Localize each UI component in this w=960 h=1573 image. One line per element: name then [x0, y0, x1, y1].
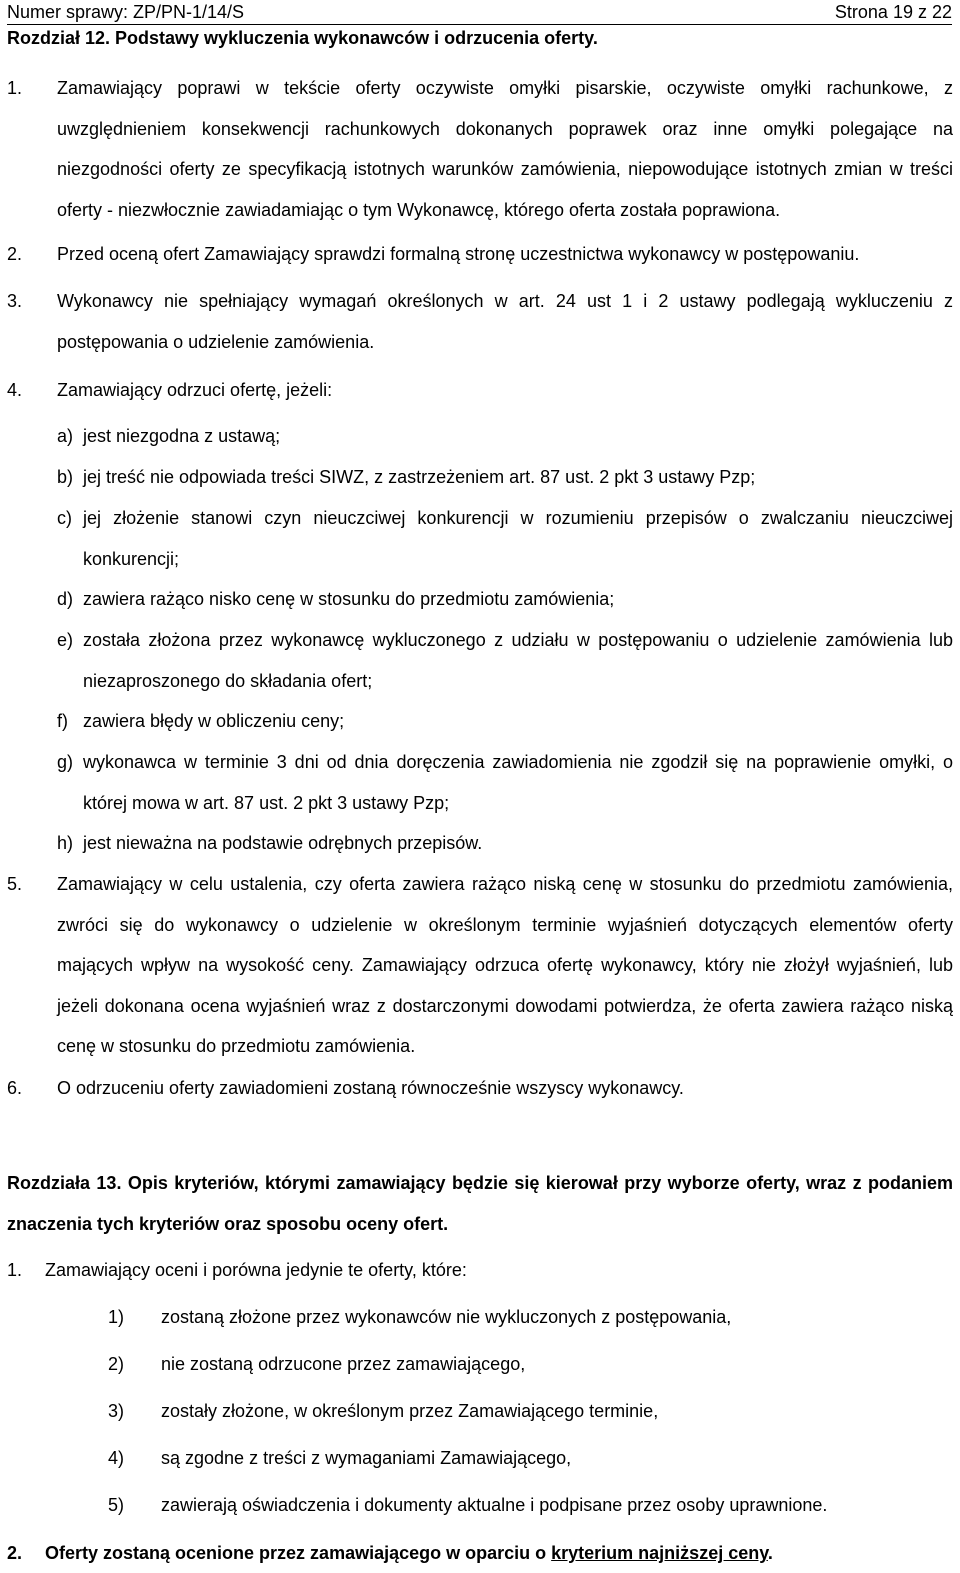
- criteria-text: są zgodne z treści z wymaganiami Zamawiającego,: [161, 1448, 572, 1468]
- sub-item-label: h): [57, 833, 74, 853]
- item-text: Wykonawcy nie spełniający wymagań określonych w art. 24 ust 1 i 2 ustawy podlegają wykluczeniu z postępowania o udzielenie zamówienia.: [57, 291, 953, 352]
- criteria-item: [108, 1344, 958, 1384]
- sub-item-text: jej złożenie stanowi czyn nieuczciwej konkurencji w rozumieniu przepisów o zwalczaniu nieuczciwej konkurencji;: [83, 508, 953, 569]
- sub-item-text: zawiera rażąco nisko cenę w stosunku do przedmiotu zamówienia;: [83, 589, 615, 609]
- list-item: [7, 864, 953, 1067]
- item-number: 3.: [7, 291, 23, 311]
- criteria-text: zostały złożone, w określonym przez Zamawiającego terminie,: [161, 1401, 659, 1421]
- list-item: [7, 68, 953, 230]
- item-text: O odrzuceniu oferty zawiadomieni zostaną równocześnie wszyscy wykonawcy.: [57, 1078, 684, 1098]
- chapter-13-title: Rozdziała 13. Opis kryteriów, którymi zamawiający będzie się kierował przy wyborze oferty, wraz z podaniem znaczenia tych kryteriów oraz sposobu oceny ofert.: [7, 1173, 953, 1234]
- item-text: Zamawiający w celu ustalenia, czy oferta zawiera rażąco niską cenę w stosunku do przedmiotu zamówienia, zwróci się do wykonawcy o udzielenie w określonym terminie wyjaśnień dotyczących elementów oferty mających wpływ na wysokość ceny. Zamawiający odrzuca ofertę wykonawcy, który nie złożył wyjaśnień, lub jeżeli dokonana ocena wyjaśnień wraz z dostarczonymi dowodami potwierdza, że oferta zawiera rażąco niską cenę w stosunku do przedmiotu zamówienia.: [57, 874, 953, 1056]
- sub-item-text: zawiera błędy w obliczeniu ceny;: [83, 711, 345, 731]
- sub-item-text: jest nieważna na podstawie odrębnych przepisów.: [83, 833, 483, 853]
- list-item: [7, 281, 953, 362]
- sub-item-label: f): [57, 711, 68, 731]
- sub-item-text: jest niezgodna z ustawą;: [83, 426, 281, 446]
- sub-item-label: d): [57, 589, 74, 609]
- item-text: Zamawiający poprawi w tekście oferty oczywiste omyłki pisarskie, oczywiste omyłki rachunkowe, z uwzględnieniem konsekwencji rachunkowych dokonanych poprawek oraz inne omyłki polegające na niezgodności oferty ze specyfikacją istotnych warunków zamówienia, niepowodujące istotnych zmian w treści oferty - niezwłocznie zawiadamiając o tym Wykonawcę, którego oferta została poprawiona.: [57, 78, 953, 220]
- criterion-underlined: kryterium najniższej ceny: [551, 1543, 768, 1563]
- page-header: [7, 0, 952, 24]
- criteria-label: 4): [108, 1448, 125, 1468]
- list-item: [7, 370, 953, 411]
- criteria-intro: [7, 1250, 467, 1290]
- sub-item: [57, 579, 953, 620]
- case-number: Numer sprawy: ZP/PN-1/14/S: [7, 2, 245, 22]
- criteria-text: nie zostaną odrzucone przez zamawiającego,: [161, 1354, 526, 1374]
- text-after: .: [767, 1543, 773, 1563]
- sub-item: [57, 498, 953, 579]
- sub-item: [57, 457, 953, 498]
- item-text: Zamawiający odrzuci ofertę, jeżeli:: [57, 380, 333, 400]
- item-text: Zamawiający oceni i porówna jedynie te oferty, które:: [45, 1260, 467, 1280]
- item-number: 4.: [7, 380, 23, 400]
- text-before: Oferty zostaną ocenione przez zamawiającego w oparciu o: [45, 1543, 552, 1563]
- list-item: [7, 234, 953, 275]
- sub-item-text: jej treść nie odpowiada treści SIWZ, z zastrzeżeniem art. 87 ust. 2 pkt 3 ustawy Pzp;: [83, 467, 756, 487]
- sub-item: [57, 620, 953, 701]
- sub-item-label: c): [57, 508, 72, 528]
- final-item: [7, 1533, 773, 1573]
- criteria-label: 2): [108, 1354, 125, 1374]
- item-number: 1.: [7, 1260, 23, 1280]
- sub-item-label: a): [57, 426, 74, 446]
- criteria-label: 3): [108, 1401, 125, 1421]
- item-number: 2.: [7, 244, 23, 264]
- criteria-item: [108, 1485, 958, 1525]
- sub-item-text: wykonawca w terminie 3 dni od dnia doręczenia zawiadomienia nie zgodził się na poprawienie omyłki, o której mowa w art. 87 ust. 2 pkt 3 ustawy Pzp;: [83, 752, 953, 813]
- sub-item-label: e): [57, 630, 74, 650]
- sub-item-text: została złożona przez wykonawcę wykluczonego z udziału w postępowaniu o udzielenie zamówienia lub niezaproszonego do składania ofert;: [83, 630, 953, 691]
- sub-item: [57, 701, 953, 742]
- page-number: Strona 19 z 22: [834, 2, 952, 22]
- sub-item: [57, 742, 953, 823]
- sub-item: [57, 416, 953, 457]
- criteria-text: zostaną złożone przez wykonawców nie wykluczonych z postępowania,: [161, 1307, 732, 1327]
- sub-item-label: b): [57, 467, 74, 487]
- criteria-label: 1): [108, 1307, 125, 1327]
- sub-item-label: g): [57, 752, 74, 772]
- item-number: 1.: [7, 78, 23, 98]
- list-item: [7, 1068, 953, 1109]
- item-number: 2.: [7, 1543, 23, 1563]
- criteria-text: zawierają oświadczenia i dokumenty aktualne i podpisane przez osoby uprawnione.: [161, 1495, 828, 1515]
- criteria-item: [108, 1297, 958, 1337]
- item-text: Przed oceną ofert Zamawiający sprawdzi formalną stronę uczestnictwa wykonawcy w postępowaniu.: [57, 244, 860, 264]
- criteria-label: 5): [108, 1495, 125, 1515]
- sub-item: [57, 823, 953, 864]
- item-number: 6.: [7, 1078, 23, 1098]
- criteria-item: [108, 1438, 958, 1478]
- criteria-item: [108, 1391, 958, 1431]
- header-rule: [7, 24, 952, 25]
- chapter-12-title: Rozdział 12. Podstawy wykluczenia wykonawców i odrzucenia oferty.: [7, 28, 598, 48]
- item-number: 5.: [7, 874, 23, 894]
- item-text: [45, 1543, 773, 1563]
